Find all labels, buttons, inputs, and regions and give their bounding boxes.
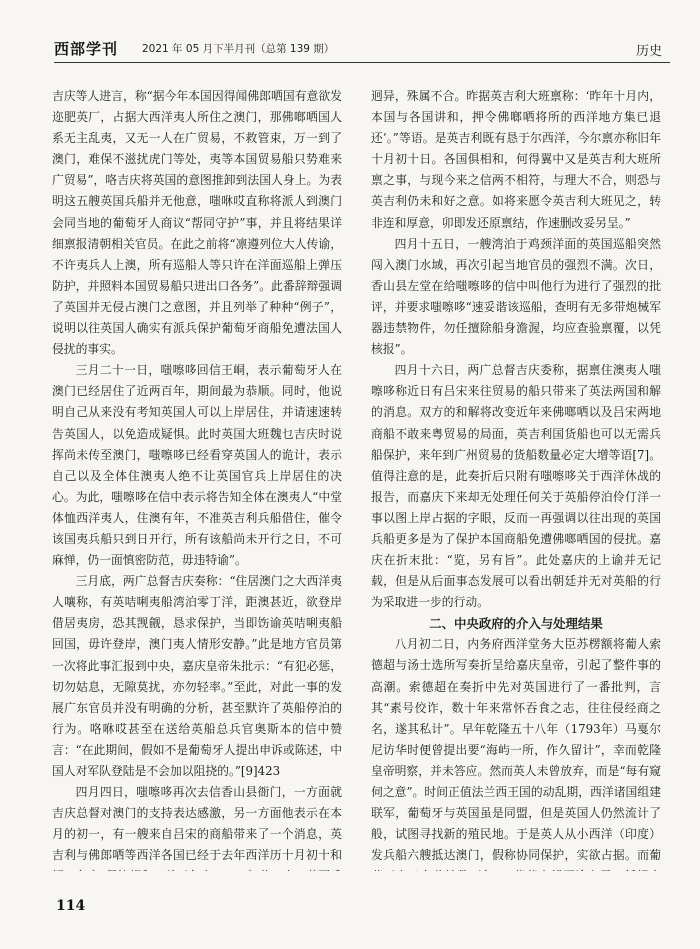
left-column — [52, 86, 342, 871]
page-header — [54, 34, 670, 63]
paragraph: 四月十五日，一艘湾泊于鸡颈洋面的英国巡船突然闯入澳门水域，再次引起当地官员的强烈不满。次日，香山县左堂在给嗤嚓哆的信中叫他行为进行了强烈的批评，并要求嗤嚓哆“速妥谐该巡船，查明有无多带炮械军器违禁物件，勿任擅除船身澹渥，均应查验禀覆，以凭核报”。 — [371, 236, 661, 357]
paragraph: 八月初二日，内务府西洋堂务大臣苏楞额将葡人索德超与汤士选所写奏折呈给嘉庆皇帝，引起了整件事的高潮。索德超在奏折中先对英国进行了一番批判，言其“素号佼诈，数十年来常怀吞食之志，往往侵经商之名，遂其私计”。早年乾隆五十八年（1793年）马戛尔尼访华时便曾提出要“海屿一所，作久留计”，幸而乾隆皇帝明察，并未答应。然而英人未曾放弃，而是“每有窥伺之意”。时间正值法兰西王国的动乱期，西洋诸国组建联军，葡萄牙与英国虽是同盟，但是英国人仍然流计了般，试图寻找新的殖民地。于是英人从小西洋（印度）发兵船六艘抵达澳门，假称协同保护，实欲占据。而葡 — [371, 637, 661, 863]
paragraph: 四月十六日，两广总督吉庆委称，据禀住澳夷人嗤嚓哆称近日有吕宋来往贸易的船只带来了英法两国和解的消息。双方的和解将改变近年来佛啷哂以及吕宋两地商船不敢来粤贸易的局面，英吉利国货船也可以无需兵船保护，来年到广州贸易的货船数量必定大增等语[7]。值得注意的是，此奏折后只附有嗤嚓哆关于西洋休战的报告，而嘉庆下来却无处理任何关于英船停泊伶仃洋一事以图上岸占据的字眼，反而一再强调以往出现的英国兵船更多是为了保护本国商船免遭佛啷哂国的侵扰。嘉庆在折末批：“览，另有旨”。此处嘉庆的上谕并无记载，但是从后面事态发展可以看出朝廷并无对英船的行为采取进一步的行动。 — [371, 363, 661, 610]
paragraph: 四月四日，嗤嚓哆再次去信香山县衙门，一方面就吉庆总督对澳门的支持表达感激，另一方面他表示在本月的初一，有一艘来自吕宋的商船带来了一个消息，英吉利与佛郎哂等西洋各国已经于去年西洋历十月初十和 — [52, 785, 342, 863]
issue-info: 2021 年 05 月下半月刊（总第 139 期） — [142, 43, 335, 55]
paragraph: 三月二十一日，嗤嚓哆回信王峒，表示葡萄牙人在澳门已经居住了近两百年，期间最为恭顺。同时，他说明自己从来没有考知英国人可以上岸居住，并请速速转告英国人，以免造成疑惧。此时英国大班魏乜吉庆时说挥尚未传至澳门，嗤嚓哆已经看穿英国人的诡计，表示自己以及全体住澳夷人绝不让英国官兵上岸居住的决心。为此，嗤嚓哆在信中表示将告知全体在澳夷人“中堂体恤西洋夷人，住澳有年，不准英吉利兵船借住，催令该国夷兵船只到日开行，所有该船尚未开行之日，不可麻惮，仍一面慎密防范，毋违特谕”。 — [52, 363, 342, 568]
journal-brand: 西部学刊 — [54, 40, 119, 58]
paragraph: 迥异，殊属不合。昨据英吉利大班禀称：‘昨年十月内，本国与各国讲和，押令佛啷哂将所的西洋地方集已退还’。”等语。是英吉利既有恳于尔西洋，今尔禀亦称旧年十月初十日。各国俱相和，何得翼中又是英吉利大班所禀之事，与现今来之信两不相符，与理大不合，则恐与英吉利仍未和好之意。如将来愿令英吉利大班见之，转非连和厚意，卯即发还原禀结，作速删改妥另呈。” — [371, 89, 661, 230]
section-tag: 历史 — [635, 44, 662, 59]
paragraph: 吉庆等人进言，称“据今年本国因得闻佛郎哂国有意欲发迩肥英厂，占据大西洋夷人所住之澳门，那佛啷哂国人系无主乱夷，又无一人在广贸易，不救管束，万一到了澳门，难保不滋扰虎门等处，夷等本国贸易船只势难来广贸易”，咯吉庆将英国的意图推卸到法国人身上。为表明这五艘英国兵船并无他意，嗤咻哎直称将派人到澳门会同当地的葡萄牙人商议“帮同守护”事，并且将结果详细禀报清朝相关官员。在此之前将“凛遵列位大人传谕，不许夷兵人上澳，所有巡船人等只许在洋面巡船上弹压防护，并照料本国贸易船只进出口各务”。此番辞辩强调了英国并无侵占澳门之意图，并且列举了种种“例子”，说明以往英国人确实有派兵保护葡萄牙商船免遭法国人侵扰的事实。 — [52, 89, 342, 357]
right-column — [371, 86, 661, 871]
page-number: 114 — [56, 898, 86, 914]
paragraph: 三月底，两广总督吉庆奏称：“住居澳门之大西洋夷人嚷称，有英咭唎夷船湾泊零丁洋，距澳甚近，欲登岸借居夷房，恐其觊觎，恳求保护，当即饬谕英咭唎夷船回国，毋许登岸，澳门夷人情形安静。”此是地方官员第一次将此事汇报到中央，嘉庆皇帝朱批示：“有犯必惩，切勿姑息，无隙莫扰，亦勿轻率。”至此，对此一事的发展广东官员并没有明确的分析，甚至默许了英船停泊的行为。咯咻哎甚至在送给英船总兵官奥斯本的信中赞言：“在此期间，假如不是葡萄牙人提出申诉或陈述，中国人对军队登陆是不会加以阻挠的。”[9]423 — [52, 574, 342, 778]
section-heading: 二、中央政府的介入与处理结果 — [429, 616, 603, 632]
